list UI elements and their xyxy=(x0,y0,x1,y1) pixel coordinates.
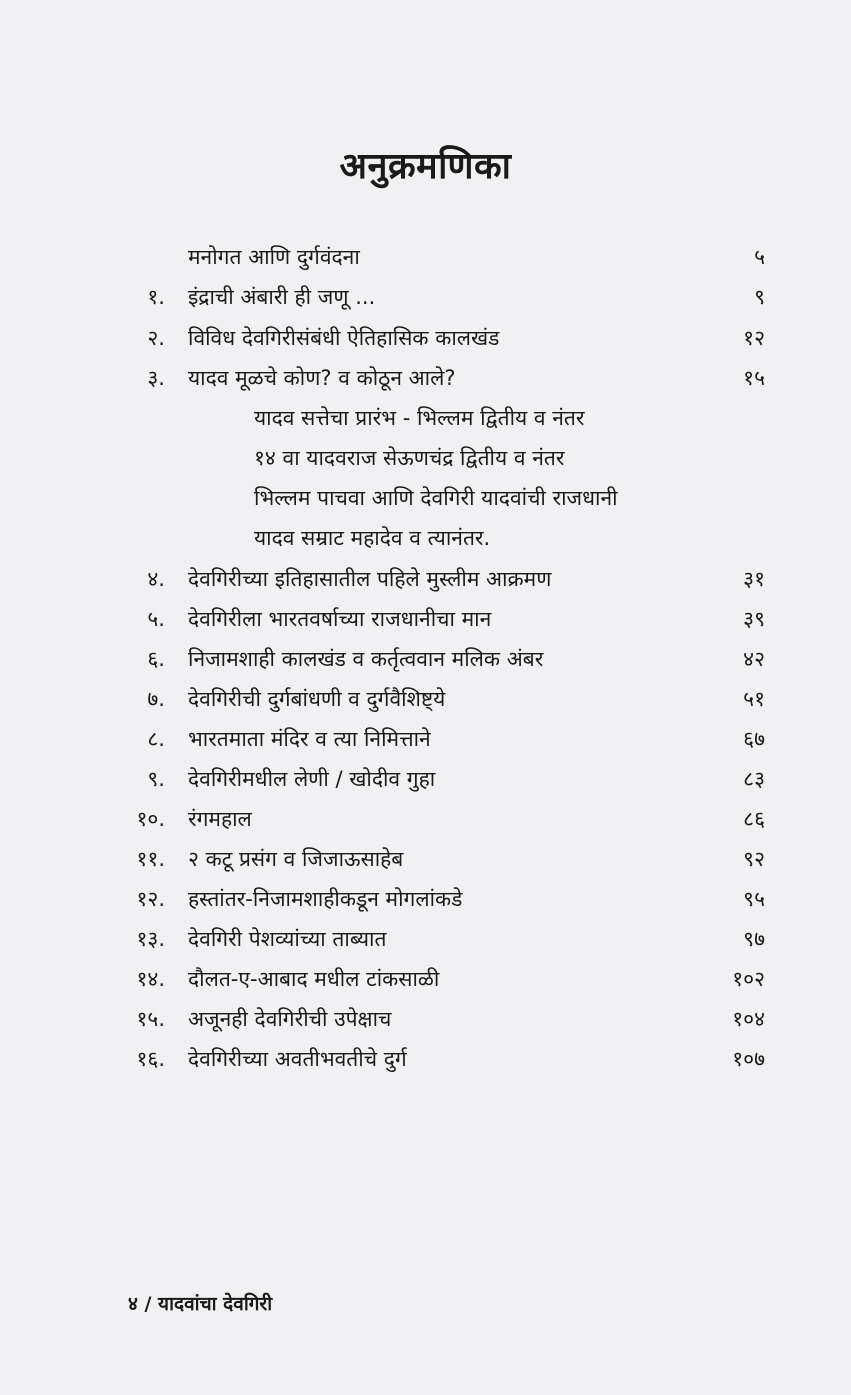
entry-title: देवगिरी पेशव्यांच्या ताब्यात xyxy=(188,927,387,951)
entry-page: ३९ xyxy=(743,607,765,631)
entry-number: १२. xyxy=(136,887,165,911)
toc-entry xyxy=(0,919,851,959)
entry-title: देवगिरीची दुर्गबांधणी व दुर्गवैशिष्ट्ये xyxy=(188,687,446,711)
entry-title: हस्तांतर-निजामशाहीकडून मोगलांकडे xyxy=(188,887,463,911)
entry-number: ९. xyxy=(147,767,165,791)
entry-page: ४२ xyxy=(743,647,765,671)
entry-title: देवगिरीला भारतवर्षाच्या राजधानीचा मान xyxy=(188,607,492,631)
entry-page: १०२ xyxy=(732,967,765,991)
toc-entry xyxy=(0,639,851,679)
toc-entry xyxy=(0,879,851,919)
entry-number: १४. xyxy=(136,967,165,991)
entry-title: यादव मूळचे कोण? व कोठून आले? xyxy=(188,366,456,390)
entry-number: ७. xyxy=(147,687,165,711)
toc-entry xyxy=(0,839,851,879)
entry-number: ३. xyxy=(147,366,165,390)
entry-number: ११. xyxy=(136,847,165,871)
page-footer: ४ / यादवांचा देवगिरी xyxy=(128,1293,273,1315)
entry-page: १०७ xyxy=(732,1047,765,1071)
toc-entry xyxy=(0,599,851,639)
entry-page: ९२ xyxy=(743,847,765,871)
entry-page: ८६ xyxy=(743,807,765,831)
toc-entry xyxy=(0,759,851,799)
entry-title: विविध देवगिरीसंबंधी ऐतिहासिक कालखंड xyxy=(188,326,500,350)
toc-entry xyxy=(0,799,851,839)
entry-number: ८. xyxy=(147,727,165,751)
toc-subentry: यादव सम्राट महादेव व त्यानंतर. xyxy=(254,526,491,550)
toc-entry xyxy=(0,277,851,317)
entry-number: ६. xyxy=(147,647,165,671)
entry-number: १३. xyxy=(136,927,165,951)
entry-title: इंद्राची अंबारी ही जणू ... xyxy=(188,285,376,309)
entry-number: ४. xyxy=(147,567,165,591)
entry-page: १५ xyxy=(743,366,765,390)
entry-title: देवगिरीच्या इतिहासातील पहिले मुस्लीम आक्रमण xyxy=(188,567,552,591)
entry-page: ५१ xyxy=(743,687,765,711)
entry-title: देवगिरीमधील लेणी / खोदीव गुहा xyxy=(188,767,436,791)
entry-title: दौलत-ए-आबाद मधील टांकसाळी xyxy=(188,967,440,991)
entry-number: १६. xyxy=(136,1047,165,1071)
toc-entry xyxy=(0,318,851,358)
toc-entry xyxy=(0,237,851,277)
toc-entry xyxy=(0,559,851,599)
entry-number: ५. xyxy=(147,607,165,631)
entry-page: ६७ xyxy=(743,727,765,751)
toc-entry xyxy=(0,719,851,759)
toc-subentry: भिल्लम पाचवा आणि देवगिरी यादवांची राजधानी xyxy=(254,486,618,510)
entry-title: भारतमाता मंदिर व त्या निमित्ताने xyxy=(188,727,431,751)
toc-subentry: १४ वा यादवराज सेऊणचंद्र द्वितीय व नंतर xyxy=(254,446,565,470)
entry-page: ९७ xyxy=(743,927,765,951)
entry-page: ९५ xyxy=(743,887,765,911)
entry-page: १२ xyxy=(743,326,765,350)
entry-number: १५. xyxy=(136,1007,165,1031)
entry-number: १०. xyxy=(136,807,165,831)
page-title: अनुक्रमणिका xyxy=(339,146,512,187)
toc-entry xyxy=(0,959,851,999)
entry-number: २. xyxy=(147,326,165,350)
entry-number: १. xyxy=(147,285,165,309)
toc-entry xyxy=(0,358,851,398)
entry-title: अजूनही देवगिरीची उपेक्षाच xyxy=(188,1007,392,1031)
entry-title: देवगिरीच्या अवतीभवतीचे दुर्ग xyxy=(188,1047,407,1071)
entry-page: ५ xyxy=(754,245,765,269)
toc-entry xyxy=(0,999,851,1039)
toc-entry xyxy=(0,679,851,719)
entry-title: रंगमहाल xyxy=(188,807,252,831)
toc-subentry: यादव सत्तेचा प्रारंभ - भिल्लम द्वितीय व नंतर xyxy=(254,406,585,430)
entry-page: १०४ xyxy=(732,1007,765,1031)
entry-title: मनोगत आणि दुर्गवंदना xyxy=(188,245,360,269)
entry-page: ८३ xyxy=(743,767,765,791)
entry-title: निजामशाही कालखंड व कर्तृत्ववान मलिक अंबर xyxy=(188,647,544,671)
entry-title: २ कटू प्रसंग व जिजाऊसाहेब xyxy=(188,847,404,871)
entry-page: ३१ xyxy=(743,567,765,591)
entry-page: ९ xyxy=(754,285,765,309)
toc-entry xyxy=(0,1039,851,1079)
